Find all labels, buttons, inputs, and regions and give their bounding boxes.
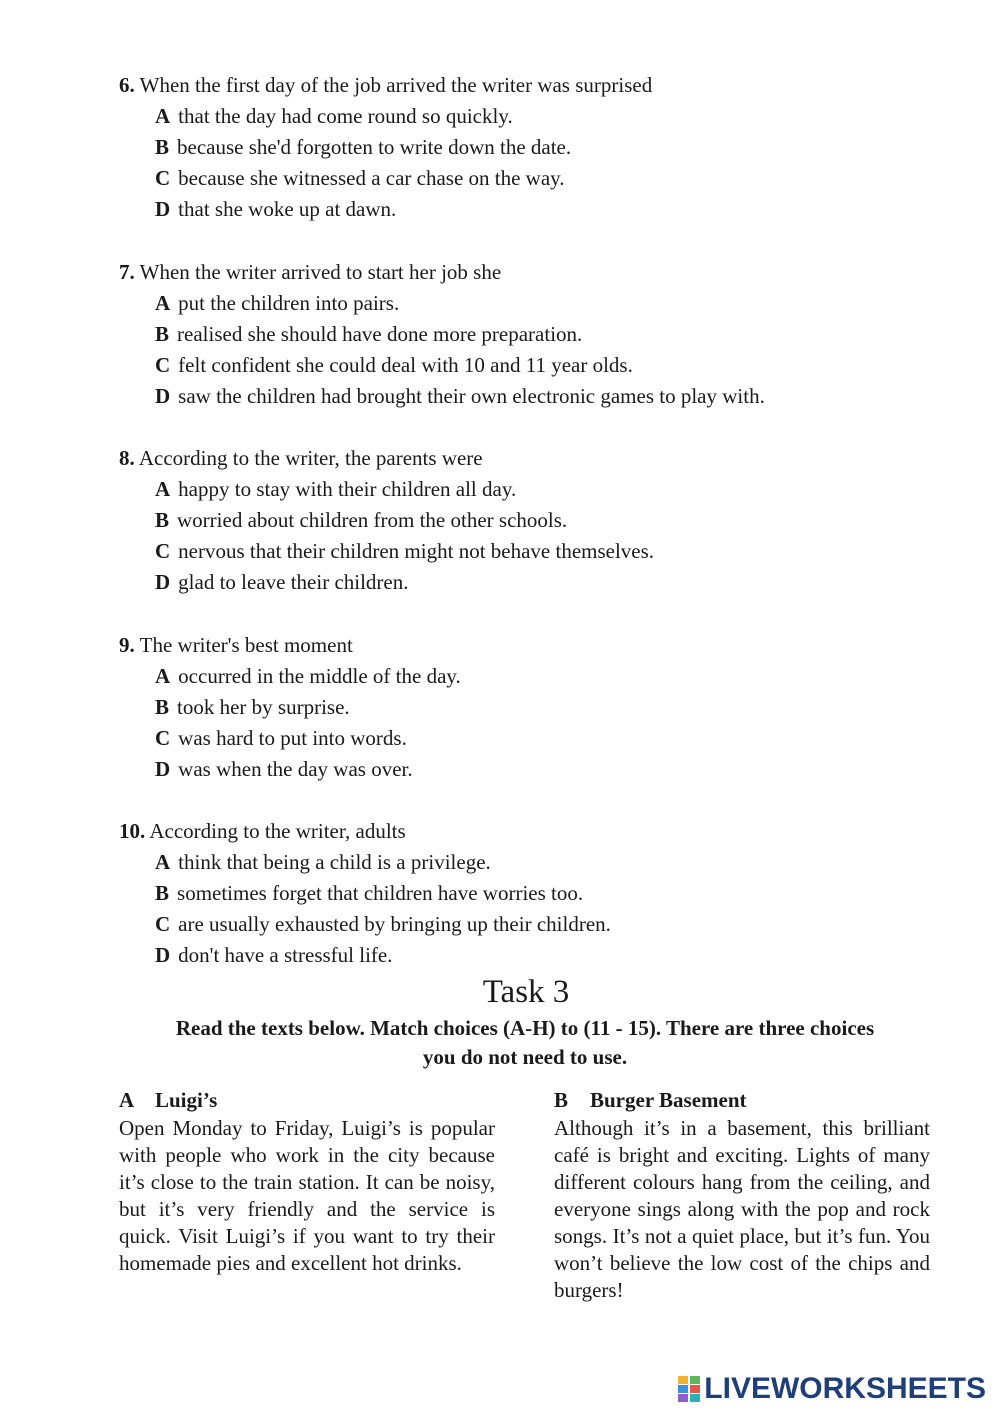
option-a[interactable]: A think that being a child is a privilege. bbox=[155, 850, 491, 874]
task-instructions bbox=[120, 1014, 930, 1072]
question-stem bbox=[119, 816, 919, 847]
question-10 bbox=[119, 816, 919, 971]
option-d[interactable]: D was when the day was over. bbox=[155, 757, 413, 781]
option-b[interactable]: B because she'd forgotten to write down the date. bbox=[155, 135, 572, 159]
option-b[interactable]: B worried about children from the other schools. bbox=[155, 508, 568, 532]
option-b[interactable]: B sometimes forget that children have worries too. bbox=[155, 881, 584, 905]
option-d[interactable]: D saw the children had brought their own electronic games to play with. bbox=[155, 384, 765, 408]
option-d[interactable]: D that she woke up at dawn. bbox=[155, 197, 397, 221]
option-b[interactable]: B realised she should have done more preparation. bbox=[155, 322, 583, 346]
question-7 bbox=[119, 257, 919, 412]
question-text: According to the writer, adults bbox=[149, 819, 406, 843]
question-stem bbox=[119, 630, 919, 661]
option-d[interactable]: D glad to leave their children. bbox=[155, 570, 409, 594]
option-c[interactable]: C nervous that their children might not behave themselves. bbox=[155, 539, 655, 563]
option-c[interactable]: C felt confident she could deal with 10 and 11 year olds. bbox=[155, 353, 633, 377]
question-number: 7. bbox=[119, 260, 135, 284]
option-a[interactable]: A that the day had come round so quickly. bbox=[155, 104, 513, 128]
option-c[interactable]: C are usually exhausted by bringing up their children. bbox=[155, 912, 611, 936]
text-letter: B bbox=[554, 1088, 569, 1112]
text-title: Burger Basement bbox=[590, 1088, 747, 1112]
text-body: Open Monday to Friday, Luigi’s is popular with people who work in the city because it’s close to the train station. It can be noisy, but it’s very friendly and the service is quick. Visit Luigi’s if you want to try their homemade pies and excellent hot drinks. bbox=[119, 1116, 495, 1275]
question-9 bbox=[119, 630, 919, 785]
instructions-line-2: you do not need to use. bbox=[422, 1045, 628, 1069]
question-stem bbox=[119, 257, 919, 288]
option-d[interactable]: D don't have a stressful life. bbox=[155, 943, 393, 967]
question-text: The writer's best moment bbox=[139, 633, 353, 657]
text-heading bbox=[119, 1086, 495, 1115]
question-text: When the writer arrived to start her job she bbox=[139, 260, 502, 284]
question-text: When the first day of the job arrived the writer was surprised bbox=[139, 73, 653, 97]
option-c[interactable]: C was hard to put into words. bbox=[155, 726, 407, 750]
option-c[interactable]: C because she witnessed a car chase on the way. bbox=[155, 166, 565, 190]
text-letter: A bbox=[119, 1088, 135, 1112]
question-stem bbox=[119, 70, 919, 101]
option-b[interactable]: B took her by surprise. bbox=[155, 695, 350, 719]
option-a[interactable]: A happy to stay with their children all day. bbox=[155, 477, 517, 501]
question-number: 10. bbox=[119, 819, 146, 843]
text-a-luigis bbox=[119, 1086, 495, 1277]
option-a[interactable]: A occurred in the middle of the day. bbox=[155, 664, 461, 688]
text-heading bbox=[554, 1086, 930, 1115]
text-body: Although it’s in a basement, this brilliant café is bright and exciting. Lights of many different colours hang from the ceiling, and everyone sings along with the pop and rock songs. It’s not a quiet place, but it’s fun. You won’t believe the low cost of the chips and burgers! bbox=[554, 1116, 930, 1302]
question-number: 9. bbox=[119, 633, 135, 657]
brand-name: LIVEWORKSHEETS bbox=[704, 1372, 986, 1405]
question-8 bbox=[119, 443, 919, 598]
instructions-line-1: Read the texts below. Match choices (A-H) to (11 - 15). There are three choices bbox=[175, 1016, 875, 1040]
text-title: Luigi’s bbox=[155, 1088, 218, 1112]
question-number: 8. bbox=[119, 446, 135, 470]
liveworksheets-icon bbox=[678, 1376, 700, 1402]
liveworksheets-logo bbox=[678, 1372, 986, 1406]
question-text: According to the writer, the parents were bbox=[138, 446, 483, 470]
text-b-burger-basement bbox=[554, 1086, 930, 1304]
question-stem bbox=[119, 443, 919, 474]
question-6 bbox=[119, 70, 919, 225]
option-a[interactable]: A put the children into pairs. bbox=[155, 291, 400, 315]
question-number: 6. bbox=[119, 73, 135, 97]
task-title: Task 3 bbox=[482, 974, 570, 1010]
